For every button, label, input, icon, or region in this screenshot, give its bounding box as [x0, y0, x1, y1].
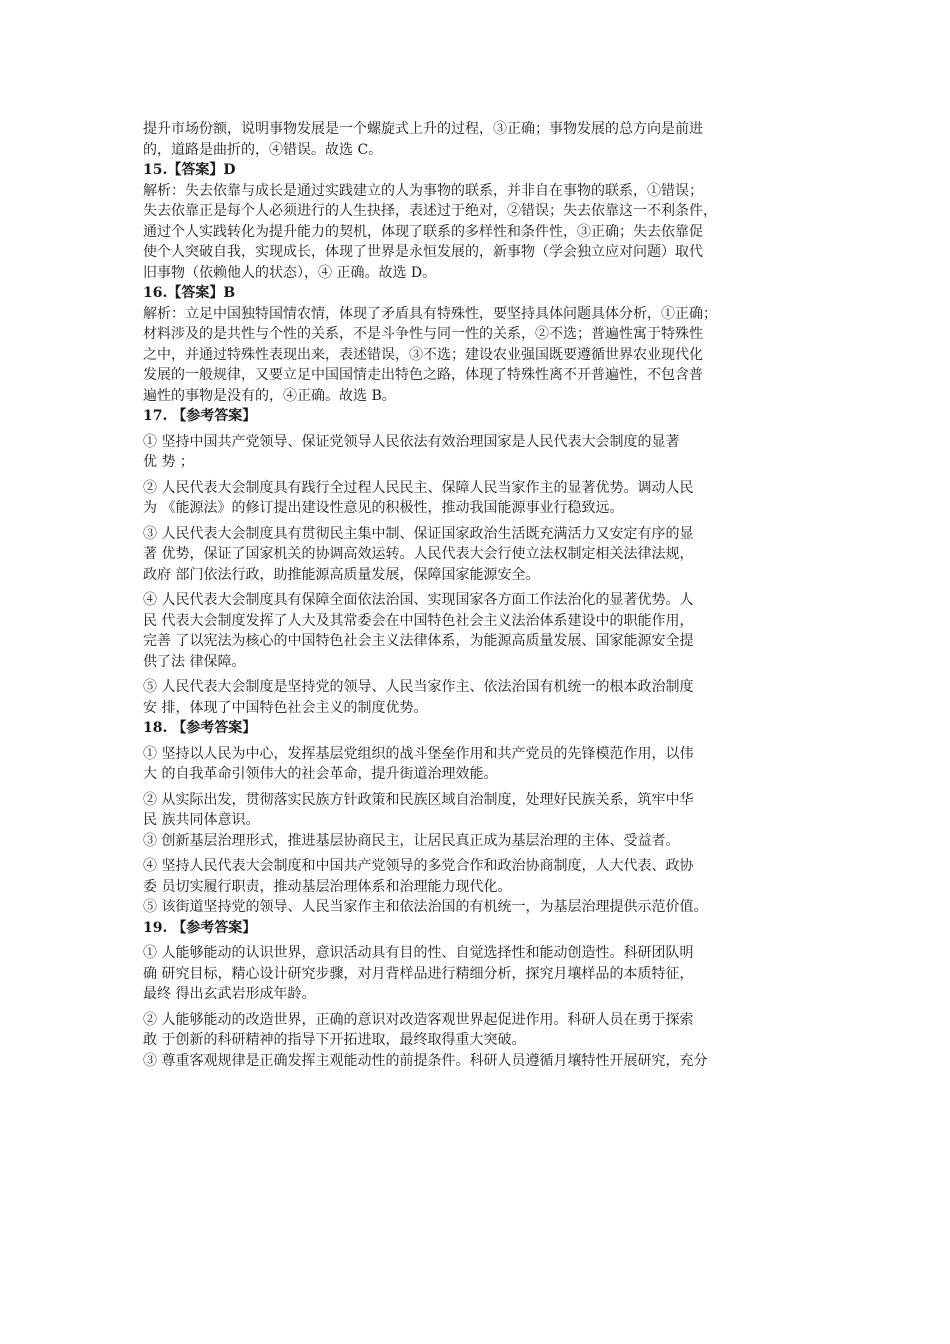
text-line: 确 研究目标，精心设计研究步骤，对月背样品进行精细分析，探究月壤样品的本质特征， [143, 965, 694, 982]
text-line: ① 人能够能动的认识世界，意识活动具有目的性、自觉选择性和能动创造性。科研团队明 [143, 945, 694, 961]
text-line: 解析：立足中国独特国情农情，体现了矛盾具有特殊性，要坚持具体问题具体分析，①正确； [143, 305, 717, 322]
text-line: 安 排，体现了中国特色社会主义的制度优势。 [143, 699, 428, 716]
text-line: 优 势 ； [143, 454, 194, 470]
text-line: 材料涉及的是共性与个性的关系，不是斗争性与同一性的关系，②不选；普遍性寓于特殊性 [143, 326, 703, 342]
text-line: 敢 于创新的科研精神的指导下开拓进取，最终取得重大突破。 [143, 1032, 526, 1048]
answer-point [143, 790, 813, 831]
text-line: ⑤ 该街道坚持党的领导、人民当家作主和依法治国的有机统一，为基层治理提供示范价值。 [143, 899, 708, 915]
text-line: 遍性的事物是没有的，④正确。故选 B。 [143, 387, 396, 404]
answer-point [143, 744, 813, 785]
text-line: 为 《能源法》的修订提出建设性意见的积极性，推动我国能源事业行稳致远。 [143, 500, 624, 516]
text-line: ① 坚持中国共产党领导、保证党领导人民依法有效治理国家是人民代表大会制度的显著 [143, 433, 680, 450]
answer-heading: 15.【答案】D [143, 162, 236, 178]
text-line: 旧事物（依赖他人的状态），④ 正确。故选 D。 [143, 264, 437, 281]
text-line: 解析：失去依靠与成长是通过实践建立的人为事物的联系，并非自在事物的联系，①错误； [143, 182, 703, 199]
text-line: 委 员切实履行职责，推动基层治理体系和治理能力现代化。 [143, 878, 512, 895]
text-line: 供了法 律保障。 [143, 653, 246, 670]
text-line: ② 人民代表大会制度具有践行全过程人民民主、保障人民当家作主的显著优势。调动人民 [143, 479, 694, 496]
text-line: 之中，并通过特殊性表现出来，表述错误，③不选；建设农业强国既要遵循世界农业现代化 [143, 346, 703, 363]
text-line: ③ 创新基层治理形式，推进基层协商民主，让居民真正成为基层治理的主体、受益者。 [143, 832, 680, 849]
answer-point [143, 677, 813, 718]
text-line: 民 代表大会制度发挥了人大及其常委会在中国特色社会主义法治体系建设中的职能作用， [143, 612, 694, 629]
text-line: ④ 坚持人民代表大会制度和中国共产党领导的多党合作和政治协商制度，人大代表、政协 [143, 858, 694, 874]
text-line: 发展的一般规律，又要立足中国国情走出特色之路，体现了特殊性离不开普遍性，不包含普 [143, 367, 703, 383]
text-line: ④ 人民代表大会制度具有保障全面依法治国、实现国家各方面工作法治化的显著优势。人 [143, 592, 694, 608]
document-body [143, 119, 813, 1071]
text-line: 大 的自我革命引领伟大的社会革命，提升街道治理效能。 [143, 766, 498, 782]
text-line: 通过个人实践转化为提升能力的契机，体现了联系的多样性和条件性，③正确；失去依靠促 [143, 223, 703, 240]
answer-heading: 16.【答案】B [143, 285, 236, 301]
answer-point [143, 943, 813, 1005]
answer-heading: 18. 【参考答案】 [143, 720, 257, 736]
answer-point [143, 897, 813, 918]
text-line: 使个人突破自我，实现成长，体现了世界是永恒发展的，新事物（学会独立应对问题）取代 [143, 244, 703, 260]
answer-point [143, 432, 813, 473]
answer-15 [143, 160, 813, 283]
text-line: ① 坚持以人民为中心，发挥基层党组织的战斗堡垒作用和共产党员的先锋模范作用，以伟 [143, 745, 694, 762]
text-line: 最终 得出玄武岩形成年龄。 [143, 986, 316, 1002]
answer-point [143, 1051, 813, 1072]
answer-point [143, 524, 813, 586]
text-line: 政府 部门依法行政，助推能源高质量发展，保障国家能源安全。 [143, 566, 540, 583]
answer-point [143, 856, 813, 897]
answer-16 [143, 283, 813, 406]
text-line: 提升市场份额，说明事物发展是一个螺旋式上升的过程，③正确；事物发展的总方向是前进 [143, 121, 703, 137]
answer-point [143, 1010, 813, 1051]
text-line: 著 优势，保证了国家机关的协调高效运转。人民代表大会行使立法权制定相关法律法规， [143, 546, 694, 562]
text-line: ② 人能够能动的改造世界，正确的意识对改造客观世界起促进作用。科研人员在勇于探索 [143, 1011, 694, 1028]
answer-point [143, 831, 813, 852]
answer-point [143, 590, 813, 672]
text-line: ③ 人民代表大会制度具有贯彻民主集中制、保证国家政治生活既充满活力又安定有序的显 [143, 525, 694, 542]
text-line: 的，道路是曲折的，④错误。故选 C。 [143, 141, 383, 158]
text-line: 失去依靠正是每个人必须进行的人生抉择，表述过于绝对，②错误；失去依靠这一不利条件， [143, 203, 717, 219]
text-line: 民 族共同体意识。 [143, 812, 260, 828]
text-line: 完善 了以宪法为核心的中国特色社会主义法律体系，为能源高质量发展、国家能源安全提 [143, 633, 694, 649]
answer-heading: 17. 【参考答案】 [143, 408, 257, 424]
text-line: ⑤ 人民代表大会制度是坚持党的领导、人民当家作主、依法治国有机统一的根本政治制度 [143, 679, 694, 695]
answer-point [143, 478, 813, 519]
answer-18 [143, 718, 813, 918]
answer-19 [143, 918, 813, 1072]
answer-heading: 19. 【参考答案】 [143, 919, 257, 936]
text-line: ③ 尊重客观规律是正确发挥主观能动性的前提条件。科研人员遵循月壤特性开展研究，充分 [143, 1052, 708, 1069]
intro-paragraph [143, 119, 813, 160]
answer-17 [143, 406, 813, 718]
text-line: ② 从实际出发，贯彻落实民族方针政策和民族区域自治制度，处理好民族关系，筑牢中华 [143, 791, 694, 808]
